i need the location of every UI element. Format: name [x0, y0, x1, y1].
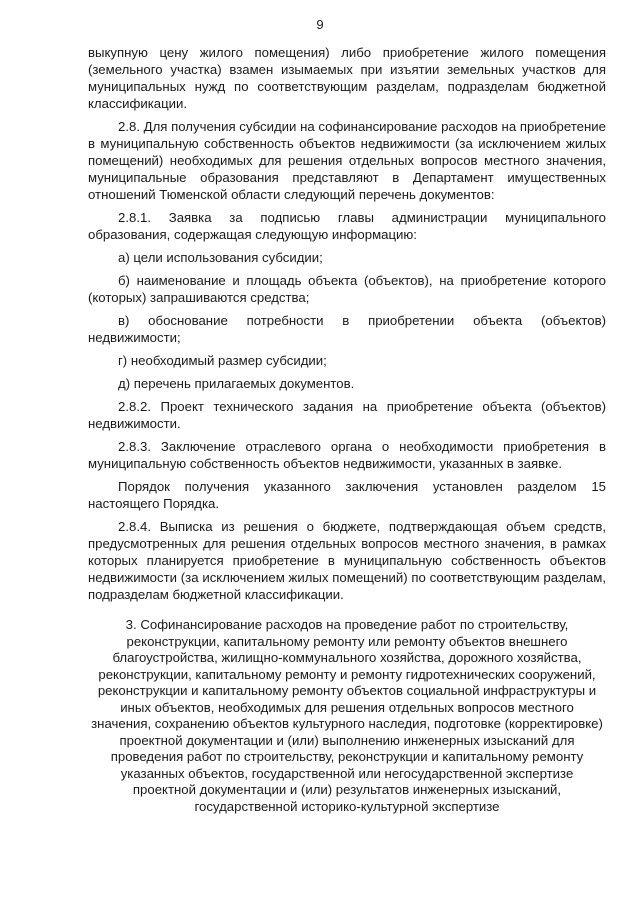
list-item-a: а) цели использования субсидии; [118, 250, 323, 265]
section-3-heading: 3. Софинансирование расходов на проведение работ по строительству, реконструкции, капитальному ремонту или ремонту объектов внешнего благоустройства, жилищно-коммунального хозяйства, дорожного хозяйства, реконструкции, капитальному ремонту и ремонту гидротехнических сооружений, реконструкции и капитальному ремонту объектов социальной инфраструктуры и иных объектов, необходимых для решения отдельных вопросов местного значения, сохранению объектов культурного наследия, подготовке (корректировке) проектной документации и (или) выполнению инженерных изысканий для проведения работ по строительству, реконструкции и капитальному ремонту указанных объектов, государственной или негосударственной экспертизе проектной документации и (или) результатов инженерных изысканий, государственной историко-культурной экспертизе [91, 617, 603, 814]
paragraph-procedure-note: Порядок получения указанного заключения установлен разделом 15 настоящего Порядка. [88, 479, 606, 511]
document-body [88, 44, 606, 821]
list-item-g: г) необходимый размер субсидии; [118, 353, 327, 368]
paragraph-2-8-2: 2.8.2. Проект технического задания на приобретение объекта (объектов) недвижимости. [88, 399, 606, 431]
paragraph-continuation: выкупную цену жилого помещения) либо приобретение жилого помещения (земельного участка) взамен изымаемых при изъятии земельных участков для муниципальных нужд по соответствующим разделам, подразделам бюджетной классификации. [88, 45, 606, 111]
list-item-d: д) перечень прилагаемых документов. [118, 376, 355, 391]
paragraph-2-8-1: 2.8.1. Заявка за подписью главы администрации муниципального образования, содержащая следующую информацию: [88, 210, 606, 242]
paragraph-2-8-4: 2.8.4. Выписка из решения о бюджете, подтверждающая объем средств, предусмотренных для решения отдельных вопросов местного значения, в рамках которых планируется приобретение в муниципальную собственность объектов недвижимости (за исключением жилых помещений) по соответствующим разделам, подразделам бюджетной классификации. [88, 519, 606, 602]
list-item-v: в) обоснование потребности в приобретении объекта (объектов) недвижимости; [88, 313, 606, 345]
list-item-b: б) наименование и площадь объекта (объектов), на приобретение которого (которых) запрашиваются средства; [88, 273, 606, 305]
paragraph-2-8-3: 2.8.3. Заключение отраслевого органа о необходимости приобретения в муниципальную собственность объектов недвижимости, указанных в заявке. [88, 439, 606, 471]
paragraph-2-8: 2.8. Для получения субсидии на софинансирование расходов на приобретение в муниципальную собственность объектов недвижимости (за исключением жилых помещений) необходимых для решения отдельных вопросов местного значения, муниципальные образования представляют в Департамент имущественных отношений Тюменской области следующий перечень документов: [88, 119, 606, 202]
page-number: 9 [316, 17, 324, 32]
